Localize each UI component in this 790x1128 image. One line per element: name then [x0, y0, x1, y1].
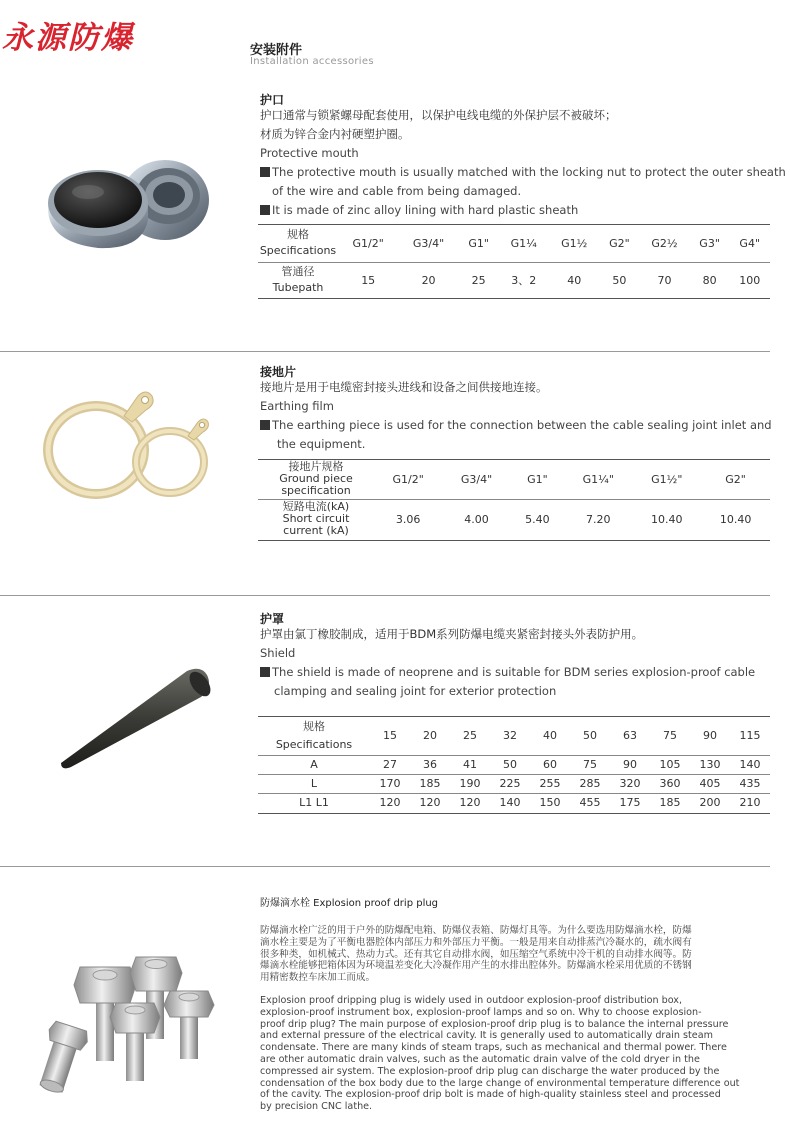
value-cell: 285	[579, 777, 601, 790]
drip-en-line: and external pressure of the electrical cavity. It is generally used to automatically drain steam	[260, 1030, 713, 1042]
drip-en-line: condensate. There are many kinds of steam traps, such as mechanical and thermal power. There	[260, 1042, 727, 1054]
tubepath-cell: 80	[702, 273, 717, 287]
tubepath-cell: 15	[361, 273, 376, 287]
spec-label-cell: 规格 Specifications	[259, 228, 337, 258]
value-cell: 225	[499, 777, 521, 790]
shield-bullet-cont: clamping and sealing joint for exterior protection	[274, 684, 557, 698]
earthing-title: 接地片	[260, 365, 297, 379]
table-row	[258, 460, 770, 499]
protective-mouth-desc-cn-2: 材质为锌合金内衬硬塑护圈。	[260, 127, 410, 141]
table-rule	[258, 298, 770, 299]
value-cell: 360	[659, 777, 681, 790]
row-label-cell: L	[310, 777, 318, 790]
earthing-bullet-cont: the equipment.	[277, 437, 366, 451]
current-cell: 5.40	[525, 512, 550, 526]
spec-cell: G1/2"	[392, 472, 424, 486]
drip-cn-line: 很多种类，如机械式、热动力式。还有其它自动排水阀，如压缩空气系统中冷干机的自动排水阀等。防	[260, 948, 692, 960]
table-row	[258, 774, 770, 793]
value-cell: 140	[739, 758, 761, 771]
value-cell: 210	[739, 796, 761, 810]
drip-plug-title: 防爆滴水栓 Explosion proof drip plug	[260, 898, 439, 909]
spec-cell: G1¼"	[582, 472, 614, 486]
current-cell: 10.40	[719, 512, 752, 526]
spec-cell: G4"	[739, 236, 761, 250]
value-cell: 120	[459, 796, 481, 810]
bullet-square-icon	[260, 205, 270, 215]
table-rule	[258, 813, 770, 814]
shield-table	[258, 717, 770, 812]
tubepath-cell: 100	[739, 273, 761, 287]
protective-mouth-bullet-2: It is made of zinc alloy lining with hard plastic sheath	[260, 201, 578, 220]
bullet-square-icon	[260, 667, 270, 677]
spec-cell: 63	[623, 729, 637, 743]
table-row	[258, 262, 770, 298]
drip-en-line: explosion-proof instrument box, explosion-proof lamps and so on. Why to choose explosion-	[260, 1006, 702, 1018]
protective-mouth-bullet-1-cont: of the wire and cable from being damaged.	[272, 184, 522, 198]
drip-en-line: are other automatic drain valves, such as the automatic drain valve of the cold dryer in the	[260, 1053, 700, 1065]
section-divider	[0, 351, 770, 352]
spec-cell: 40	[543, 729, 557, 743]
spec-cell: G2"	[609, 236, 630, 250]
shield-title: 护罩	[260, 612, 285, 626]
value-cell: 320	[619, 777, 641, 790]
value-cell: 405	[699, 777, 721, 790]
value-cell: 50	[503, 758, 517, 771]
bullet-square-icon	[260, 167, 270, 177]
spec-cell: 25	[463, 729, 477, 743]
spec-cell: G1"	[527, 472, 548, 486]
table-row	[258, 717, 770, 755]
value-cell: 140	[499, 796, 521, 810]
current-label-cell: 短路电流(kA) Short circuit current (kA)	[282, 500, 350, 538]
tubepath-cell: 70	[657, 273, 672, 287]
earthing-bullet: The earthing piece is used for the connection between the cable sealing joint inlet and	[260, 416, 772, 435]
drip-cn-line: 爆滴水栓能够把箱体因为环境温差变化大冷凝作用产生的水排出腔体外。防爆滴水栓采用优质的不锈钢	[260, 960, 692, 972]
earthing-desc-cn: 接地片是用于电缆密封接头进线和设备之间供接地连接。	[260, 380, 548, 394]
current-cell: 3.06	[395, 512, 421, 526]
value-cell: 36	[423, 758, 437, 771]
tubepath-label-cell: 管通径 Tubepath	[272, 265, 324, 295]
value-cell: 41	[463, 758, 477, 771]
spec-cell: G1/2"	[352, 236, 384, 250]
spec-cell: 90	[703, 729, 717, 743]
protective-mouth-title: 护口	[260, 93, 285, 107]
drip-en-line: condensation of the box body due to the large change of environmental temperature difference out	[260, 1077, 740, 1089]
spec-cell: G1¼	[510, 236, 537, 250]
spec-cell: 32	[503, 729, 517, 743]
drip-en-line: compressed air system. The explosion-proof drip plug can discharge the water produced by the	[260, 1065, 720, 1077]
current-cell: 7.20	[586, 512, 611, 526]
table-rule	[258, 540, 770, 541]
section-divider	[0, 595, 770, 596]
spec-cell: 75	[663, 729, 677, 743]
shield-spec-label-cell: 规格 Specifications	[275, 719, 353, 751]
spec-cell: G3/4"	[412, 236, 445, 250]
value-cell: 27	[383, 758, 397, 771]
row-label-cell: A	[310, 758, 318, 771]
drip-en-line: by precision CNC lathe.	[260, 1101, 373, 1113]
protective-mouth-image	[40, 150, 215, 260]
page-subtitle: Installation accessories	[250, 56, 374, 67]
value-cell: 190	[459, 777, 481, 790]
page-title: 安装附件	[250, 43, 303, 58]
drip-en-line: of the cavity. The explosion-proof drip bolt is made of high-quality stainless steel and processed	[260, 1089, 721, 1101]
table-row	[258, 225, 770, 262]
shield-name-en: Shield	[260, 646, 296, 660]
protective-mouth-table	[258, 225, 770, 298]
tubepath-cell: 50	[612, 273, 627, 287]
spec-cell: G2½	[651, 236, 678, 250]
table-row	[258, 755, 770, 774]
spec-cell: G3"	[699, 236, 720, 250]
drip-plug-image	[38, 955, 223, 1095]
earthing-film-image	[38, 388, 218, 503]
tubepath-cell: 3、2	[511, 274, 537, 288]
value-cell: 120	[379, 796, 401, 810]
spec-cell: G1"	[468, 236, 489, 250]
current-cell: 4.00	[464, 512, 489, 526]
protective-mouth-desc-cn-1: 护口通常与锁紧螺母配套使用，以保护电线电缆的外保护层不被破坏；	[260, 108, 617, 122]
drip-cn-line: 滴水栓主要是为了平衡电器腔体内部压力和外部压力平衡。一般是用来自动排蒸汽冷凝水的，疏水阀有	[260, 936, 692, 948]
brand-logo: 永源防爆	[2, 20, 134, 56]
spec-cell: G1½	[561, 236, 588, 250]
value-cell: 130	[699, 758, 721, 771]
value-cell: 75	[583, 758, 597, 771]
table-row	[258, 499, 770, 539]
value-cell: 170	[379, 777, 401, 790]
value-cell: 185	[419, 777, 441, 790]
spec-cell: G2"	[725, 472, 746, 486]
tubepath-cell: 20	[421, 273, 436, 287]
value-cell: 455	[579, 796, 601, 810]
spec-cell: 50	[583, 729, 597, 743]
spec-cell: 20	[423, 729, 437, 743]
protective-mouth-bullet-1: The protective mouth is usually matched with the locking nut to protect the outer sheath	[260, 163, 786, 182]
tubepath-cell: 25	[471, 273, 486, 287]
drip-en-line: proof drip plug? The main purpose of explosion-proof drip plug is to balance the internal pressure	[260, 1018, 729, 1030]
drip-en-line: Explosion proof dripping plug is widely used in outdoor explosion-proof distribution box,	[260, 995, 683, 1006]
spec-cell: G1½"	[651, 472, 683, 486]
drip-plug-desc-cn	[260, 925, 772, 984]
drip-cn-line: 用精密数控车床加工而成。	[260, 972, 376, 984]
spec-cell: 115	[739, 729, 761, 743]
value-cell: 200	[699, 796, 721, 810]
current-cell: 10.40	[651, 512, 683, 526]
earthing-table	[258, 460, 770, 539]
shield-image	[55, 665, 215, 770]
shield-bullet: The shield is made of neoprene and is suitable for BDM series explosion-proof cable	[260, 663, 755, 682]
protective-mouth-name-en: Protective mouth	[260, 146, 359, 160]
spec-cell: G3/4"	[460, 472, 493, 486]
value-cell: 255	[539, 777, 561, 790]
table-row	[258, 793, 770, 812]
drip-cn-line: 防爆滴水栓广泛的用于户外的防爆配电箱、防爆仪表箱、防爆灯具等。为什么要选用防爆滴水栓，防爆	[260, 925, 692, 936]
shield-desc-cn: 护罩由氯丁橡胶制成，适用于BDM系列防爆电缆夹紧密封接头外表防护用。	[260, 627, 644, 641]
value-cell: 120	[419, 796, 441, 810]
value-cell: 150	[539, 796, 561, 810]
row-label-cell: L1 L1	[299, 796, 329, 810]
value-cell: 60	[543, 758, 557, 771]
drip-plug-desc-en	[260, 995, 772, 1113]
tubepath-cell: 40	[567, 273, 582, 287]
value-cell: 185	[659, 796, 681, 810]
value-cell: 90	[623, 758, 637, 771]
value-cell: 105	[659, 758, 681, 771]
value-cell: 435	[739, 777, 761, 790]
section-divider	[0, 866, 770, 867]
spec-cell: 15	[383, 729, 397, 743]
earthing-name-en: Earthing film	[260, 399, 334, 413]
ground-spec-label-cell: 接地片规格 Ground piece specification	[279, 460, 353, 498]
bullet-square-icon	[260, 420, 270, 430]
value-cell: 175	[619, 796, 641, 810]
